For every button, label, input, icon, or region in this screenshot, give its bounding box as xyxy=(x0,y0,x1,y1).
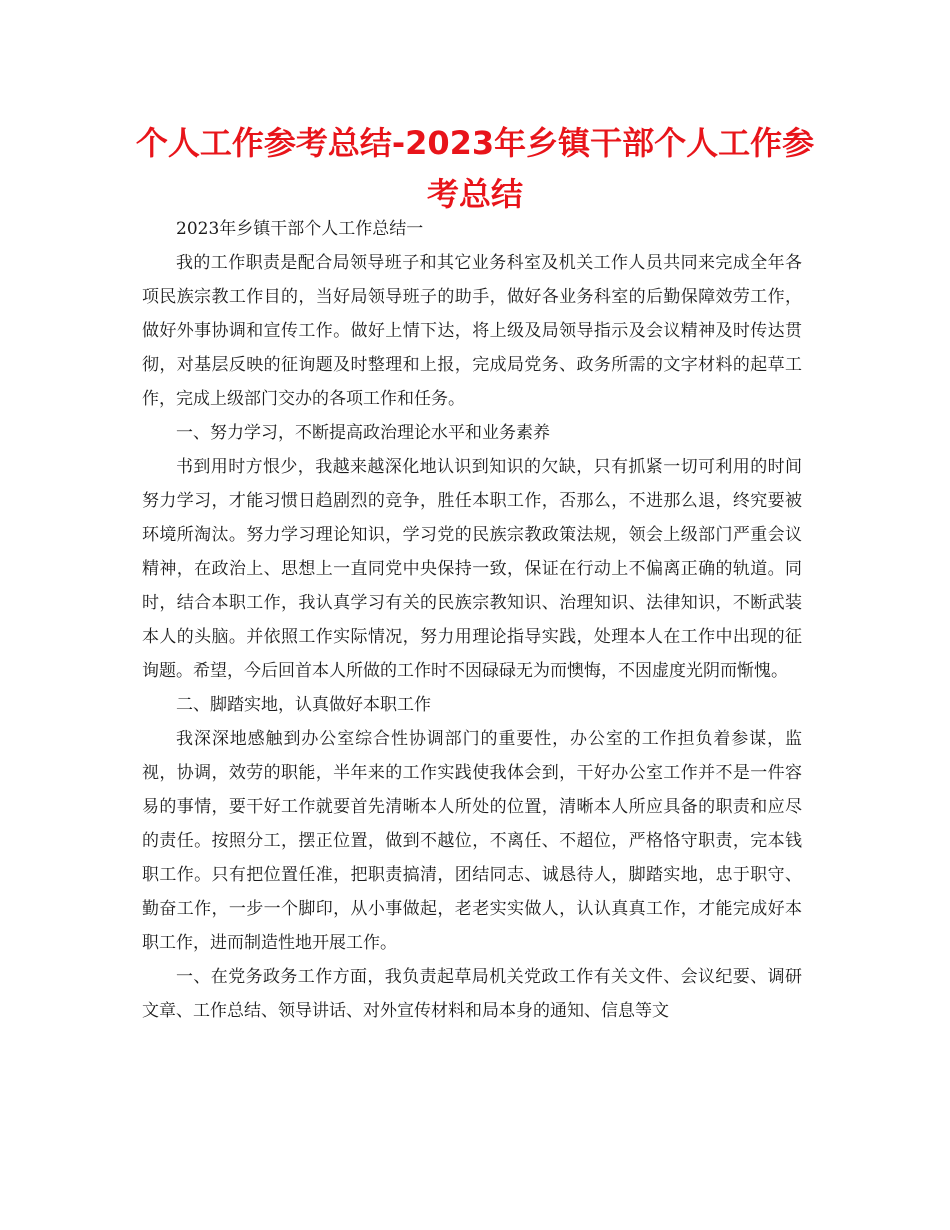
body-paragraph: 我的工作职责是配合局领导班子和其它业务科室及机关工作人员共同来完成全年各项民族宗教工作目的，当好局领导班子的助手，做好各业务科室的后勤保障效劳工作，做好外事协调和宣传工作。做好上情下达，将上级及局领导指示及会议精神及时传达贯彻，对基层反映的征询题及时整理和上报，完成局党务、政务所需的文字材料的起草工作，完成上级部门交办的各项工作和任务。 xyxy=(142,253,802,409)
section-heading: 一、努力学习，不断提高政治理论水平和业务素养 xyxy=(176,423,550,443)
document-body xyxy=(142,212,802,1028)
body-paragraph: 我深深地感触到办公室综合性协调部门的重要性，办公室的工作担负着参谋，监视，协调，效劳的职能，半年来的工作实践使我体会到，干好办公室工作并不是一件容易的事情，要干好工作就要首先清晰本人所处的位置，清晰本人所应具备的职责和应尽的责任。按照分工，摆正位置，做到不越位，不离任、不超位，严格恪守职责，完本钱职工作。只有把位置任准，把职责搞清，团结同志、诚恳待人，脚踏实地，忠于职守、勤奋工作，一步一个脚印，从小事做起，老老实实做人，认认真真工作，才能完成好本职工作，进而制造性地开展工作。 xyxy=(142,729,802,953)
subtitle-paragraph: 2023年乡镇干部个人工作总结一 xyxy=(176,219,424,239)
document-title: 个人工作参考总结-2023年乡镇干部个人工作参考总结 xyxy=(135,124,815,213)
body-paragraph: 一、在党务政务工作方面，我负责起草局机关党政工作有关文件、会议纪要、调研文章、工作总结、领导讲话、对外宣传材料和局本身的通知、信息等文 xyxy=(142,967,802,1021)
section-heading: 二、脚踏实地，认真做好本职工作 xyxy=(176,695,431,715)
body-paragraph: 书到用时方恨少，我越来越深化地认识到知识的欠缺，只有抓紧一切可利用的时间努力学习，才能习惯日趋剧烈的竞争，胜任本职工作，否那么，不进那么退，终究要被环境所淘汰。努力学习理论知识，学习党的民族宗教政策法规，领会上级部门严重会议精神，在政治上、思想上一直同党中央保持一致，保证在行动上不偏离正确的轨道。同时，结合本职工作，我认真学习有关的民族宗教知识、治理知识、法律知识，不断武装本人的头脑。并依照工作实际情况，努力用理论指导实践，处理本人在工作中出现的征询题。希望，今后回首本人所做的工作时不因碌碌无为而懊悔，不因虚度光阴而惭愧。 xyxy=(142,457,802,681)
